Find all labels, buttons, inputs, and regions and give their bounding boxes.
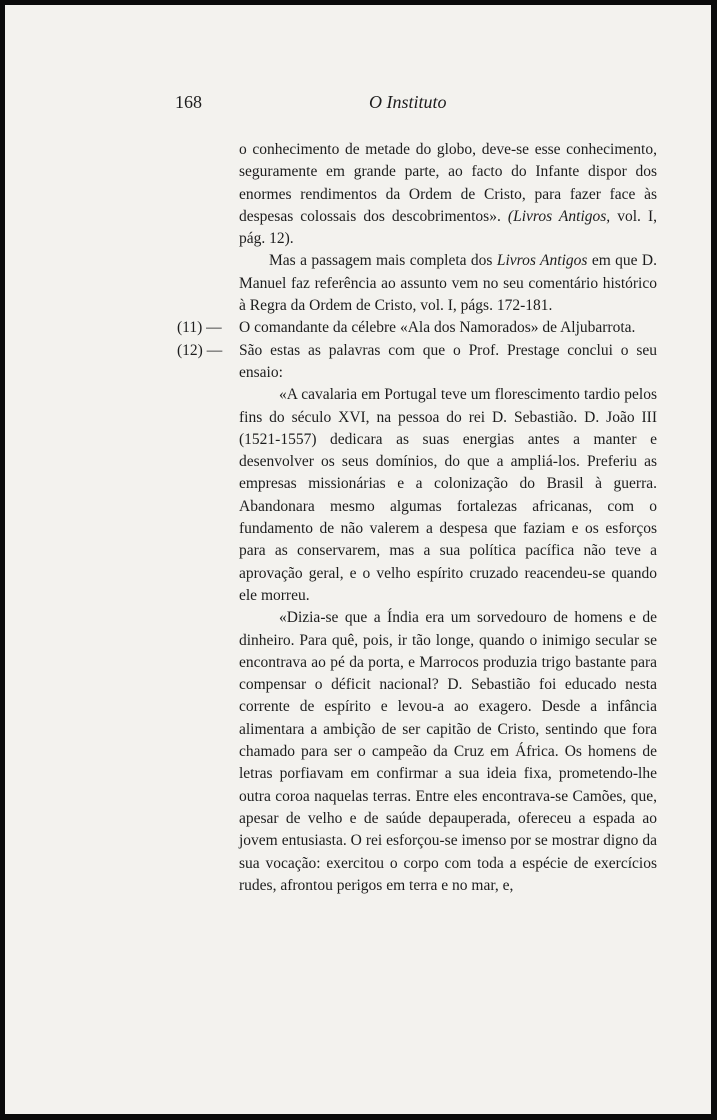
page-body	[177, 139, 658, 897]
citation-title: (Livros Antigos,	[507, 207, 611, 225]
paragraph-text: o conhecimento de metade do globo, deve-se esse conhecimento, seguramente em grande parte, ao facto do Infante dispor dos enormes rendimentos da Ordem de Cristo, para fazer face às despesas colossais dos descobrimentos».	[239, 141, 657, 225]
book-title: Livros Antigos	[496, 252, 588, 270]
quotation-paragraph: «A cavalaria em Portugal teve um florescimento tardio pelos fins do século XVI, na pessoa do rei D. Sebastião. D. João III (1521-1557) dedicara as suas energias antes a manter e desenvolver os seus domínios, do que a ampliá-los. Preferiu as empresas missionárias e a colonização do Brasil à guerra. Abandonara mesmo algumas fortalezas africanas, com o fundamento de não valerem a despesa que faziam e os esforços para as conservarem, mas a sua política pacífica não teve a aprovação geral, e o velho espírito cruzado reacendeu-se quando ele morreu.	[239, 386, 657, 604]
footnote-text: São estas as palavras com que o Prof. Prestage conclui o seu ensaio:	[239, 341, 657, 381]
paragraph-text-start: Mas a passagem mais completa dos	[269, 252, 493, 270]
footnote-label: (12) —	[177, 341, 223, 359]
citation-reference: vol. I, pág. 12).	[239, 207, 658, 248]
footnote-text: O comandante da célebre «Ala dos Namorados» de Aljubarrota.	[239, 319, 636, 337]
page-number: 168	[175, 92, 202, 112]
quotation-paragraph: «Dizia-se que a Índia era um sorvedouro de homens e de dinheiro. Para quê, pois, ir tão longe, quando o inimigo secular se encontrava ao pé da porta, e Marrocos produzia trigo bastante para compensar o déficit nacional? D. Sebastião foi educado nesta corrente de espírito e levou-a ao exagero. Desde a infância alimentara a ambição de ser capitão de Cristo, sentindo que fora chamado para ser o campeão da Cruz em África. Os homens de letras porfiavam em confirmar a sua ideia fixa, prometendo-lhe outra coroa naquelas terras. Entre eles encontrava-se Camões, que, apesar de velho e de saúde depauperada, ofereceu a espada ao jovem entusiasta. O rei esforçou-se imenso por se mostrar digno da sua vocação: exercitou o corpo com toda a espécie de exercícios rudes, afrontou perigos em terra e no mar, e,	[239, 609, 657, 894]
footnote-12	[177, 340, 657, 385]
paragraph-continuation	[239, 139, 657, 250]
page-header	[175, 92, 635, 116]
book-page	[5, 5, 711, 1114]
paragraph-text-end: em que D. Manuel faz referência ao assunto vem no seu comentário histórico à Regra da Ordem de Cristo, vol. I, págs. 172-181.	[239, 252, 657, 315]
running-title: O Instituto	[369, 92, 447, 112]
footnote-label: (11) —	[177, 319, 222, 337]
footnote-11	[177, 317, 657, 339]
paragraph	[239, 250, 657, 317]
